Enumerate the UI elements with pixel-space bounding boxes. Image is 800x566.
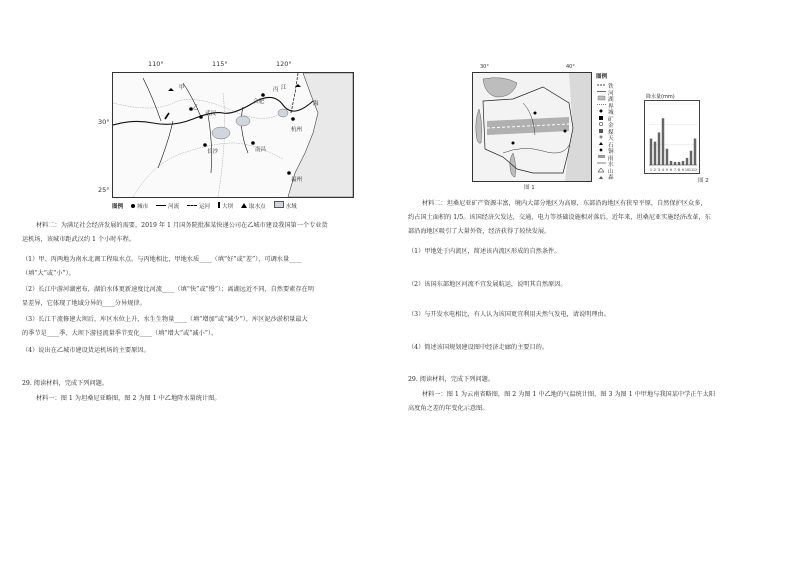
place-bing: 丙 — [273, 87, 279, 93]
lon-tick-30: 30° — [480, 64, 489, 70]
place-wuhan: 武汉 — [205, 111, 217, 117]
right-q29: 29. 阅读材料，完成下列问题。 — [408, 376, 495, 383]
legend-item: 天 — [608, 136, 614, 142]
legend-symbols — [596, 82, 608, 182]
canal-legend-icon — [187, 205, 197, 206]
chart-bar — [654, 142, 656, 165]
chart-bar — [658, 132, 660, 165]
right-q3: （3）与开发水电相比，有人认为该国更宜利用天然气发电，请说明理由。 — [408, 311, 610, 318]
right-column — [400, 0, 800, 566]
place-hangzhou: 杭州 — [291, 127, 303, 133]
figure-1-caption: 图 1 — [524, 185, 535, 191]
chart-ylabel: 降水量(mm) — [646, 94, 675, 100]
right-q29-material1-cont: 高度角之差的年变化示意图。 — [408, 405, 489, 412]
water-legend-icon — [274, 201, 284, 208]
lon-tick-120: 120° — [276, 60, 292, 68]
chart-bar — [678, 162, 680, 165]
place-yi: 乙 — [193, 105, 199, 111]
left-q3-cont: 的季节是____季，大坝下游径流量季节变化____（填“增大”或“减小”）。 — [22, 330, 218, 337]
legend-item: 煤 — [608, 129, 614, 136]
chart-x-tick-label: 5 — [665, 168, 669, 172]
yangtze-map — [112, 72, 354, 198]
right-q1: （1）甲地处于内流区，简述该内流区形成的自然条件。 — [408, 248, 561, 255]
place-jia: 甲 — [179, 85, 185, 91]
chart-bar — [694, 139, 696, 165]
left-material2-cont: 运机场，该城市距武汉约 1 个小时车程。 — [22, 236, 136, 243]
chart-bar — [650, 139, 652, 165]
chart-x-tick-label: 11 — [688, 168, 694, 172]
lon-tick-110: 110° — [148, 60, 164, 68]
chart-bar — [666, 149, 668, 165]
right-q4: （4）简述该国规划建设图中经济走廊的主要目的。 — [408, 344, 549, 351]
river-legend-icon — [156, 205, 166, 206]
chart-x-tick-label: 6 — [669, 168, 673, 172]
legend-intake: 取水点 — [248, 204, 266, 210]
legend-item: 水 — [608, 162, 614, 168]
legend-item: 湖 — [608, 97, 614, 103]
yangtze-map-drawing — [113, 73, 353, 197]
tanzania-map — [472, 72, 592, 182]
legend-water: 水域 — [285, 204, 297, 210]
map2-legend-title: 图例 — [596, 74, 608, 80]
chart-x-tick-label: 12 — [692, 168, 698, 172]
left-q1: （1）甲、丙两地为南水北调工程取水点。与丙地相比，甲地水质____（填“好”或“差”），可调水量____ — [22, 256, 302, 263]
place-fuzhou: 福州 — [291, 177, 303, 183]
chart-x-tick-label: 4 — [661, 168, 665, 172]
right-material2-cont1: 约占国土面积的 1/5。该国经济欠发达，交通、电力等基础设施相对落后。近年来，坦桑尼亚实施经济改革，东 — [408, 214, 711, 221]
legend-city: 城市 — [136, 204, 149, 210]
left-q2: （2）长江中游河湖密布，湖泊水体更新速度比河流____（填“快”或“慢”）；离湖远近不同，自然要素存在明 — [22, 286, 314, 293]
place-hefei: 合肥 — [253, 99, 265, 105]
legend-item: 山 — [608, 168, 614, 175]
left-material2: 材料二：为满足社会经济发展的需要，2019 年 1 月国务院批准某快递公司在乙城市建设我国第一个专业货 — [36, 222, 328, 229]
legend-item: 森 — [608, 175, 614, 181]
place-hai: 海 — [313, 101, 319, 107]
legend-item: 城 — [608, 110, 614, 116]
lat-tick-30: 30° — [98, 118, 110, 126]
figure-2-caption: 图 2 — [698, 178, 709, 184]
legend-item: 界 — [608, 103, 614, 110]
right-q2: （2）该国东部地区河流不宜发展航运，说明其自然原因。 — [408, 281, 567, 288]
city-legend-icon — [131, 204, 135, 208]
legend-dam: 大坝 — [221, 204, 234, 210]
legend-item: 河 — [608, 90, 614, 97]
legend-item: 石 — [608, 142, 614, 149]
lat-tick-25: 25° — [98, 186, 110, 194]
right-material2-cont2: 部沿海地区吸引了大量外资，经济获得了较快发展。 — [408, 228, 551, 235]
left-q2-cont: 显差异，它体现了地域分异的____分异规律。 — [22, 300, 146, 307]
chart-bar — [670, 161, 672, 165]
map1-legend — [112, 201, 297, 210]
chart-x-tick-label: 2 — [653, 168, 657, 172]
legend-canal: 运河 — [198, 204, 211, 210]
place-changsha: 长沙 — [207, 149, 219, 155]
lon-tick-115: 115° — [212, 60, 228, 68]
left-q29-material1: 材料一：图 1 为坦桑尼亚略图，图 2 为图 1 中乙地降水量统计图。 — [36, 395, 221, 402]
chart-x-tick-label: 10 — [684, 168, 690, 172]
chart-bar — [674, 162, 676, 165]
right-q29-material1: 材料一：图 1 为云南省略图，图 2 为图 1 中乙地的气温统计图，图 3 为图 1 中甲地与我国某中学正午太阳 — [422, 391, 716, 398]
chart-x-tick-label: 9 — [681, 168, 685, 172]
legend-river: 河流 — [167, 204, 180, 210]
right-material2: 材料二：坦桑尼亚矿产资源丰富，境内大部分地区为高原，东部沿海地区有狭窄平原，自然保护区众多， — [422, 200, 707, 207]
chart-bar — [686, 158, 688, 165]
legend-item: 铁 — [608, 84, 614, 90]
left-q4: （4）说出在乙城市建设货运机场的主要原因。 — [22, 347, 150, 354]
chart-x-tick-label: 3 — [657, 168, 661, 172]
left-q1-cont: （填“大”或“小”）。 — [22, 270, 75, 277]
legend-item: 铜 — [608, 149, 614, 155]
tanzania-map-drawing — [473, 73, 591, 181]
left-q29: 29. 阅读材料，完成下列问题。 — [22, 380, 109, 387]
left-q3: （3）长江干流修建大坝后，库区水位上升，水生生物量____（填“增加”或“减少”），库区泥沙淤积量最大 — [22, 316, 308, 323]
legend-item: 矿 — [608, 116, 614, 123]
legend-title: 图例 — [112, 204, 124, 210]
chart-bar — [690, 151, 692, 165]
place-jiang: 江 — [281, 85, 287, 91]
lon-tick-40: 40° — [566, 64, 575, 70]
chart-bar — [682, 161, 684, 165]
precip-chart-svg — [645, 101, 699, 173]
legend-item: 雨 — [608, 155, 614, 162]
chart-x-tick-label: 8 — [677, 168, 681, 172]
intake-legend-icon — [241, 203, 247, 208]
precip-chart — [644, 100, 700, 174]
chart-bar — [662, 118, 664, 165]
chart-x-tick-label: 7 — [673, 168, 677, 172]
dam-legend-icon — [218, 202, 220, 208]
chart-x-tick-label: 1 — [649, 168, 653, 172]
legend-item: 金 — [608, 123, 614, 129]
place-nanchang: 南昌 — [255, 147, 267, 153]
